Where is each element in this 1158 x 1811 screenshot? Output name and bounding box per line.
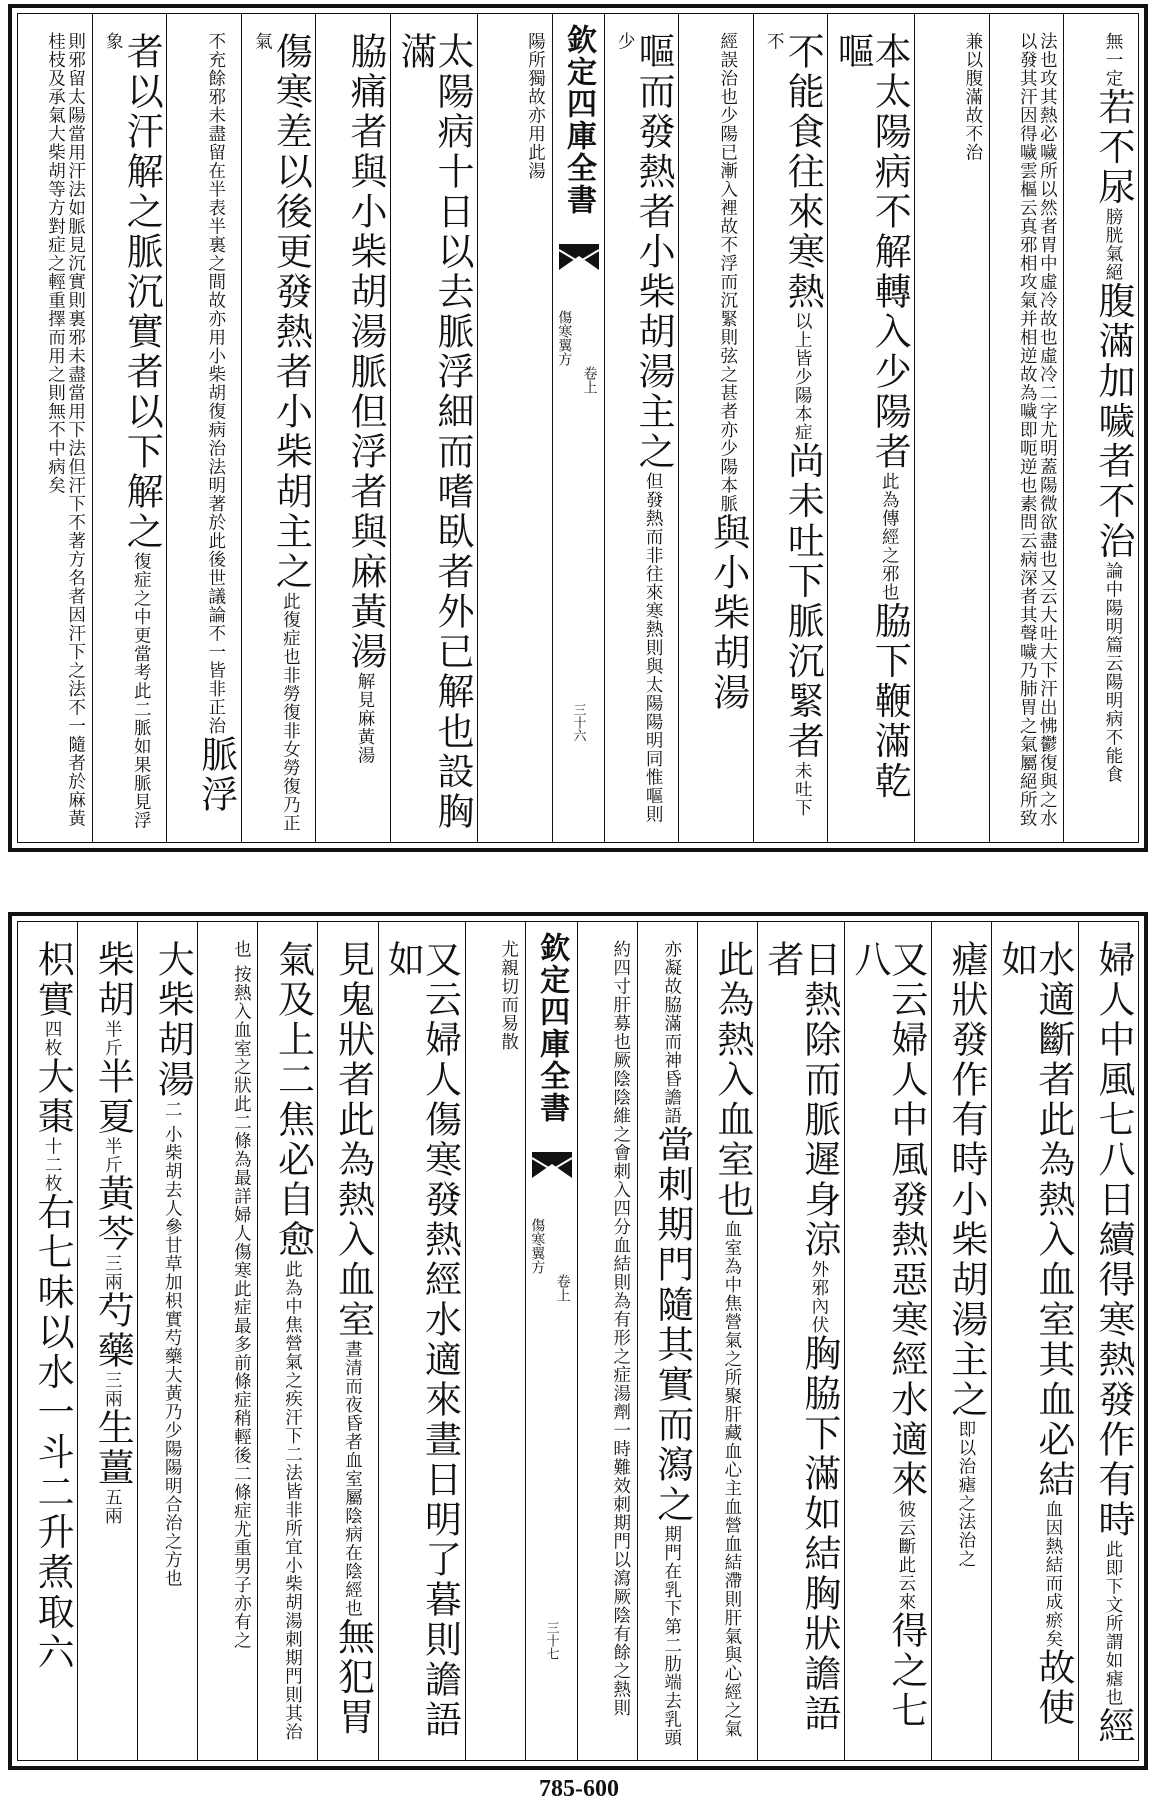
main-text: 生薑 xyxy=(91,1408,135,1488)
commentary-text: 血因熱結而成瘀矣 xyxy=(1042,1500,1063,1648)
commentary-text: 無一定 xyxy=(1103,32,1123,88)
text-column xyxy=(991,922,1078,1760)
text-column xyxy=(317,922,377,1760)
text-column xyxy=(827,14,914,842)
text-column xyxy=(1063,14,1138,842)
commentary-text: 則邪留太陽當用汗法如脈見沉實則裏邪未盡當用下法但汗下不著方名者因汗下之法不一隨者於麻黃桂枝及承氣大柴胡等方對症之輕重擇而用之則無不中病矣 xyxy=(45,32,86,828)
text-column xyxy=(637,922,697,1760)
main-text: 脈浮 xyxy=(194,735,238,815)
commentary-text: 約四寸肝募也厥陰陰維之會刺入四分血結則為有形之症湯劑一時難效刺期門以瀉厥陰有餘之熱則 xyxy=(610,940,631,1717)
book-title: 欽定四庫全書 xyxy=(561,24,597,216)
commentary-text: 四枚 xyxy=(42,1020,63,1057)
main-text: 腹滿加噦者不治 xyxy=(1092,281,1135,562)
commentary-text: 此即下文所謂如瘧也 xyxy=(1103,1540,1123,1707)
text-column xyxy=(931,922,991,1760)
commentary-text: 法也 xyxy=(1037,32,1058,69)
main-text: 得之七八 xyxy=(847,940,928,1731)
commentary-text: 復症之中更當考此二脈如果脈見浮象 xyxy=(103,32,152,830)
commentary-text: 三兩 xyxy=(102,1254,123,1291)
main-text: 脇下鞭滿乾嘔 xyxy=(831,32,912,802)
text-column xyxy=(77,922,137,1760)
commentary-text: 尤親切而易散 xyxy=(498,940,519,1051)
text-column xyxy=(757,922,844,1760)
commentary-text: 十二枚 xyxy=(42,1137,63,1193)
bottom-book-page xyxy=(8,912,1148,1770)
text-column xyxy=(577,922,637,1760)
commentary-text: 攻其熱必噦所以然者胃中虛冷故也虛冷二字尤明蓋陽微欲盡也又云大吐大下汗出怫鬱復與之水以發其汗因得噦雲樞云真邪相攻氣并相逆故為噦即呃逆也素問云病深者其聲噦乃肺胃之氣屬絕所致 xyxy=(1017,32,1058,828)
main-text: 半夏 xyxy=(91,1057,135,1137)
commentary-text: 期門在乳下第二肋端去乳頭 xyxy=(661,1525,682,1747)
commentary-text: 兼以腹滿故不治 xyxy=(962,32,983,162)
main-text: 瘧狀發作有時小柴胡湯主之 xyxy=(944,940,988,1420)
commentary-text: 半斤 xyxy=(102,1020,123,1057)
top-book-page xyxy=(8,4,1148,852)
text-column xyxy=(604,14,679,842)
commentary-text: 解見麻黃湯 xyxy=(354,672,375,765)
commentary-text: 此復症也非勞復非女勞復乃正氣 xyxy=(252,32,301,833)
commentary-text: 晝清而夜昏者血室屬陰病在陰經也 xyxy=(342,1340,363,1618)
commentary-text: 五兩 xyxy=(102,1488,123,1525)
text-column xyxy=(257,922,317,1760)
commentary-text: 血室為中焦營氣之所聚肝藏血心主血營血結滯則肝氣與心經之氣 xyxy=(721,1220,742,1738)
text-column xyxy=(390,14,477,842)
main-text: 故使如 xyxy=(994,940,1075,1728)
commentary-text: 二 小柴胡去人參甘草加枳實芍藥大黃乃少陽陽明合治之方也 xyxy=(162,1100,183,1588)
main-text: 又云婦人中風發熱惡寒經水適來 xyxy=(884,940,928,1500)
main-text: 又云婦人傷寒發熱經水適來晝日明了暮則譫語如 xyxy=(381,940,462,1740)
commentary-text: 即以治瘧之法治之 xyxy=(955,1420,976,1568)
folio-number: 三十七 xyxy=(543,1621,559,1660)
main-text: 黃芩 xyxy=(91,1174,135,1254)
fishtail-ornament-icon xyxy=(532,1152,572,1178)
commentary-text: 膀胱氣絕 xyxy=(1103,207,1123,282)
center-margin xyxy=(552,14,604,842)
main-text: 者以汗解之脈沉實者以下解之 xyxy=(120,32,164,552)
commentary-text: 未吐下不 xyxy=(764,32,813,817)
volume-label: 卷上 xyxy=(554,1274,571,1302)
main-text: 若不尿 xyxy=(1092,87,1135,208)
book-subtitle: 傷寒翼方 xyxy=(529,1218,546,1274)
commentary-text: 此為傳經之邪也 xyxy=(879,472,900,602)
text-column xyxy=(92,14,167,842)
center-margin xyxy=(525,922,577,1760)
top-page-body xyxy=(18,14,1138,842)
main-text: 見鬼狀者此為熱入血室 xyxy=(331,940,375,1340)
book-title: 欽定四庫全書 xyxy=(534,932,570,1124)
text-column xyxy=(1078,922,1138,1760)
text-column xyxy=(137,922,197,1760)
bottom-page-body xyxy=(18,922,1138,1760)
page-number: 785-600 xyxy=(539,1776,619,1802)
main-text: 胸脇下滿如結胸狀譫語者 xyxy=(760,940,841,1734)
main-text: 脇痛者與小柴胡湯脈但浮者與麻黃湯 xyxy=(343,32,387,672)
text-column xyxy=(166,14,241,842)
text-column xyxy=(18,14,92,842)
text-column xyxy=(197,922,257,1760)
main-text: 與小柴胡湯 xyxy=(706,513,750,713)
commentary-text: 外邪內伏 xyxy=(808,1260,829,1334)
commentary-text: 彼云斷此云來 xyxy=(895,1500,916,1611)
main-text: 芍藥 xyxy=(91,1291,135,1371)
text-column xyxy=(697,922,757,1760)
main-text: 當刺期門隨其實而瀉之 xyxy=(650,1125,694,1525)
commentary-text: 經誤治也少陽已漸入裡故不浮而沉緊則弦之甚者亦少陽本脈 xyxy=(717,32,738,513)
text-column xyxy=(678,14,753,842)
main-text: 婦人中風七八日續得寒熱發作有時 xyxy=(1092,940,1135,1540)
main-text: 本太陽病不解轉入少陽者 xyxy=(868,32,912,472)
text-column xyxy=(18,922,77,1760)
text-column xyxy=(378,922,465,1760)
commentary-text: 但發熱而非往來寒熱則與太陽陽明同惟嘔則少 xyxy=(615,32,664,824)
main-text: 大柴胡湯 xyxy=(151,940,195,1100)
main-text: 傷寒差以後更發熱者小柴胡主之 xyxy=(269,32,313,592)
main-text: 無犯胃 xyxy=(331,1617,375,1738)
text-column xyxy=(241,14,316,842)
main-text: 嘔而發熱者小柴胡湯主之 xyxy=(632,32,676,472)
commentary-text: 論中陽明篇云陽明病不能食 xyxy=(1103,561,1123,784)
text-column xyxy=(753,14,828,842)
main-text: 氣及上二焦必自愈 xyxy=(271,940,315,1260)
commentary-text: 三兩 xyxy=(102,1371,123,1408)
text-column xyxy=(844,922,931,1760)
main-text: 大棗 xyxy=(31,1057,75,1137)
main-text: 枳實 xyxy=(31,940,75,1020)
text-column xyxy=(477,14,552,842)
book-subtitle: 傷寒翼方 xyxy=(556,310,573,366)
main-text: 尚未吐下脈沉緊者 xyxy=(781,441,825,762)
commentary-text: 以上皆少陽本症 xyxy=(792,312,813,442)
main-text: 右七味以水一斗二升煮取六 xyxy=(31,1192,75,1673)
folio-number: 三十六 xyxy=(570,703,586,742)
main-text: 水適斷者此為熱入血室其血必結 xyxy=(1031,940,1075,1500)
main-text: 日熱除而脈遲身涼 xyxy=(797,940,841,1260)
commentary-text: 也 按熱入血室之狀此二條為最詳婦人傷寒此症最多前條症稍輕後二條症尤重男子亦有之 xyxy=(231,940,252,1650)
commentary-text: 亦凝故脇滿而神昏譫語 xyxy=(661,940,682,1125)
commentary-text: 此為中焦營氣之疾汗下二法皆非所宜小柴胡湯刺期門則其治 xyxy=(282,1260,303,1741)
text-column xyxy=(465,922,525,1760)
main-text: 太陽病十日以去脈浮細而嗜臥者外已解也設胸滿 xyxy=(393,32,474,832)
text-column xyxy=(315,14,390,842)
commentary-text: 半斤 xyxy=(102,1137,123,1174)
main-text: 不能食往來寒熱 xyxy=(781,32,825,312)
commentary-text: 不充餘邪未盡留在半表半裏之間故亦用小柴胡復病治法明著於此後世議論不一皆非正治 xyxy=(205,32,226,735)
main-text: 柴胡 xyxy=(91,940,135,1020)
main-text: 此為熱入血室也 xyxy=(710,940,754,1220)
text-column xyxy=(914,14,989,842)
main-text: 經 xyxy=(1092,1706,1135,1747)
fishtail-ornament-icon xyxy=(559,244,599,270)
volume-label: 卷上 xyxy=(581,366,598,394)
commentary-text: 陽所獨故亦用此湯 xyxy=(525,32,546,180)
text-column xyxy=(989,14,1064,842)
